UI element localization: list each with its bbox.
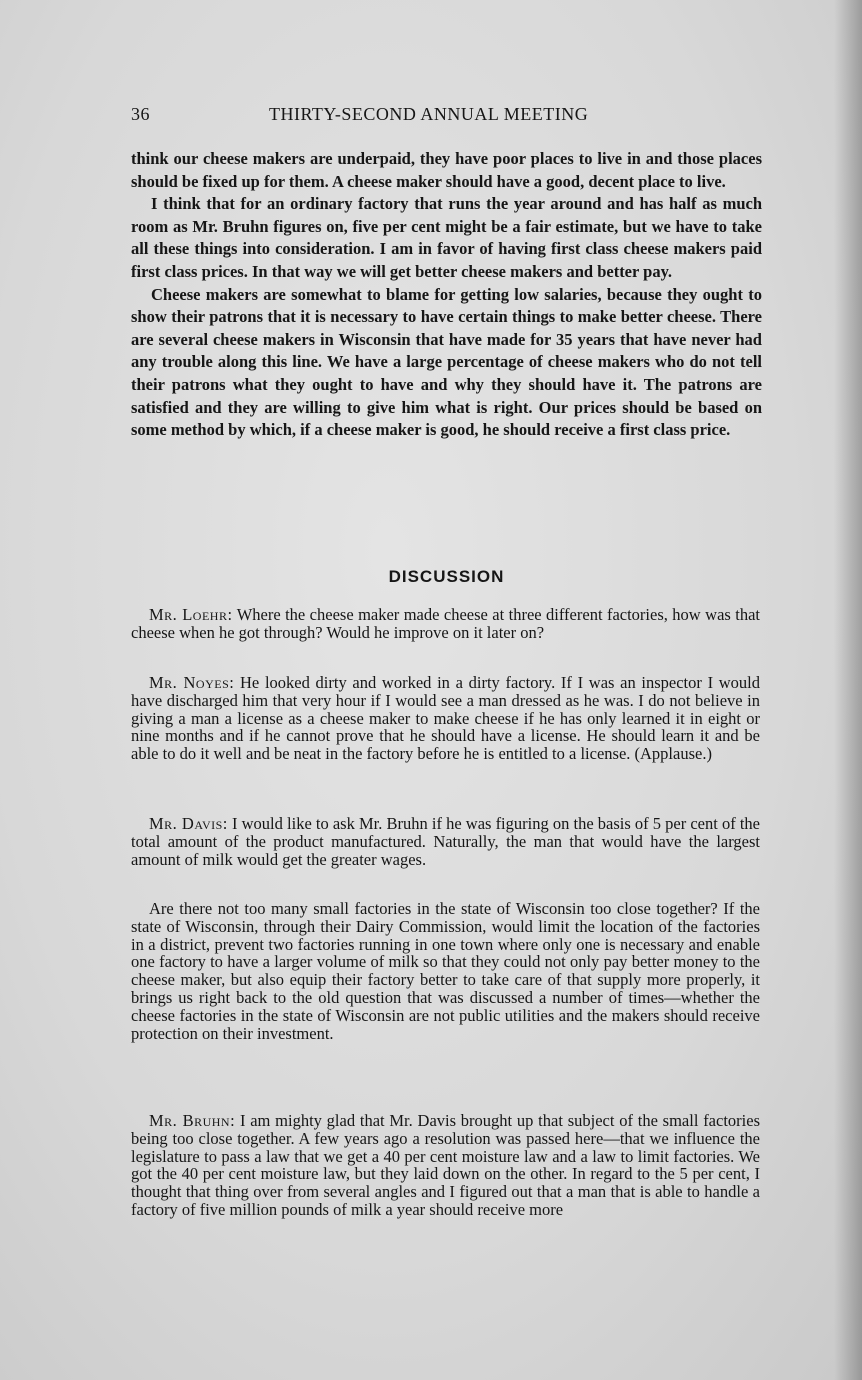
discussion-text: Where the cheese maker made cheese at three different factories, how was that cheese when he got through? Would he improve on it later on? [131,605,760,642]
discussion-entry [131,900,760,1042]
page-edge-shadow [834,0,862,1380]
speaker-name: Mr. Davis: [149,814,228,833]
speech-paragraph: Cheese makers are somewhat to blame for getting low salaries, because they ought to show their patrons that it is necessary to have certain things to make better cheese. There are several cheese makers in Wisconsin that have made for 35 years that have never had any trouble along this line. We have a large percentage of cheese makers who do not tell their patrons what they ought to have and why they should have it. The patrons are satisfied and they are willing to give him what is right. Our prices should be based on some method by which, if a cheese maker is good, he should receive a first class price. [131,284,762,440]
page-number: 36 [131,104,150,124]
page-header [131,104,761,128]
speaker-name: Mr. Bruhn: [149,1111,236,1130]
speaker-name: Mr. Loehr: [149,605,233,624]
speech-paragraph: think our cheese makers are underpaid, they have poor places to live in and those places should be fixed up for them. A cheese maker should have a good, decent place to live. [131,149,762,191]
speaker-name: Mr. Noyes: [149,673,235,692]
discussion-entry [131,606,760,642]
discussion-entry [131,815,760,868]
speech-paragraph: I think that for an ordinary factory that runs the year around and has half as much room as Mr. Bruhn figures on, five per cent might be a fair estimate, but we have to take all these things into consideration. I am in favor of having first class cheese makers paid first class prices. In that way we will get better cheese makers and better pay. [131,194,762,281]
discussion-entry [131,1112,760,1219]
discussion-text: I am mighty glad that Mr. Davis brought up that subject of the small factories being too close together. A few years ago a resolution was passed here—that we influence the legislature to pass a law that we get a 40 per cent moisture law and a law to limit factories. We got the 40 per cent moisture law, but they laid down on the other. In regard to the 5 per cent, I thought that thing over from several angles and I figured out that a man that is able to handle a factory of five million pounds of milk a year should receive more [131,1111,760,1219]
running-head: THIRTY-SECOND ANNUAL MEETING [269,104,589,124]
discussion-heading: DISCUSSION [388,567,505,586]
discussion-text: He looked dirty and worked in a dirty factory. If I was an inspector I would have discharged him that very hour if I would see a man dressed as he was. I do not believe in giving a man a license as a cheese maker to make cheese if he has only learned it in eight or nine months and if he cannot prove that he should have a license. He should learn it and be able to do it well and be neat in the factory before he is entitled to a license. (Applause.) [131,673,760,764]
discussion-text: Are there not too many small factories in the state of Wisconsin too close together? If the state of Wisconsin, through their Dairy Commission, would limit the location of the factories in a district, prevent two factories running in one town where only one is necessary and enable one factory to have a larger volume of milk so that they could not only pay better money to the cheese maker, but also equip their factory better to take care of that supply more properly, it brings us right back to the old question that was discussed a number of times—whether the cheese factories in the state of Wisconsin are not public utilities and the makers should receive protection on their investment. [131,899,760,1043]
discussion-text: I would like to ask Mr. Bruhn if he was figuring on the basis of 5 per cent of the total amount of the product manufactured. Naturally, the man that would have the largest amount of milk would get the greater wages. [131,814,760,869]
discussion-entry [131,674,760,763]
speech-continuation [131,148,762,442]
